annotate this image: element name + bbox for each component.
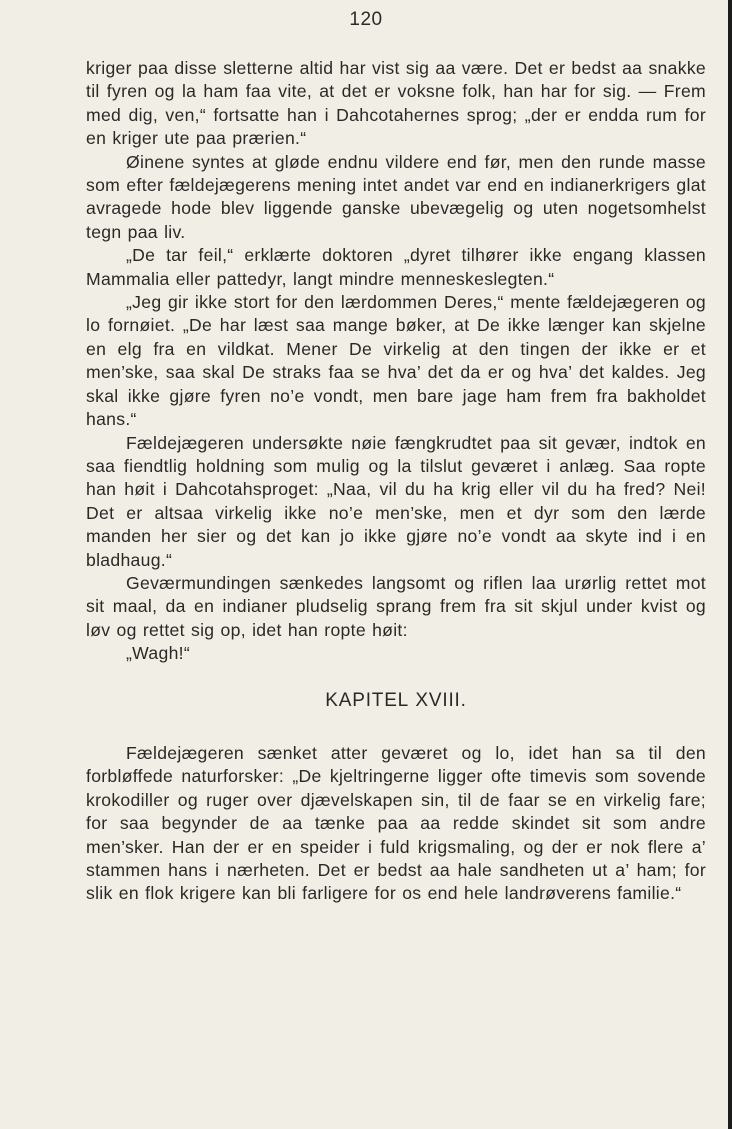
paragraph: „Jeg gir ikke stort for den lærdommen Deres,“ mente fældejægeren og lo fornøiet. „De har læst saa mange bøker, at De ikke længer kan skjelne en elg fra en vildkat. Mener De virkelig at den tingen der ikke er et men’ske, saa skal De straks faa se hva’ det da er og hva’ det kaldes. Jeg skal ikke gjøre fyren no’e vondt, men bare jage ham frem fra bakholdet hans.“: [86, 292, 706, 430]
page-number: 120: [349, 9, 383, 30]
paragraph-exclamation: „Wagh!“: [126, 643, 191, 664]
paragraph-continued: kriger paa disse sletterne altid har vist sig aa være. Det er bedst aa snakke til fyren og la ham faa vite, at det er voksne folk, han har for sig. — Frem med dig, ven,“ fortsatte han i Dahcotahernes sprog; „der er endda rum for en kriger ute paa prærien.“: [86, 58, 706, 149]
paragraph: Fældejægeren sænket atter geværet og lo, idet han sa til den forbløffede naturforsker: „De kjeltringerne ligger ofte timevis som sovende krokodiller og ruger over djævelskapen sin, til de faar se en virkelig fare; for saa begynder de aa tænke paa aa redde skindet sit som andre men’sker. Han der er en speider i fuld krigsmaling, og der er nok flere a’ stammen hans i nærheten. Det er bedst aa hale sandheten ut a’ ham; for slik en flok krigere kan bli farligere for os end hele landrøverens familie.“: [86, 742, 706, 904]
paragraph: Fældejægeren undersøkte nøie fængkrudtet paa sit gevær, indtok en saa fiendtlig holdning som mulig og la tilslut geværet i anlæg. Saa ropte han høit i Dahcotahsproget: „Naa, vil du ha krig eller vil du ha fred? Nei! Det er altsaa virkelig ikke no’e men’ske, men et dyr som den lærde manden her sier og det kan jo ikke gjøre no’e vondt aa skyte ind i en bladhaug.“: [86, 432, 706, 570]
chapter-heading: KAPITEL XVIII.: [325, 689, 467, 711]
scan-edge: [728, 0, 732, 1129]
page-body: [86, 57, 706, 906]
paragraph: Øinene syntes at gløde endnu vildere end før, men den runde masse som efter fældejægerens mening intet andet var end en indianerkrigers glat avragede hode blev liggende ganske ubevægelig og uten nogetsomhelst tegn paa liv.: [86, 151, 706, 242]
paragraph: Geværmundingen sænkedes langsomt og riflen laa urørlig rettet mot sit maal, da en indianer pludselig sprang frem fra sit skjul under kvist og løv og rettet sig op, idet han ropte høit:: [86, 572, 706, 640]
paragraph: „De tar feil,“ erklærte doktoren „dyret tilhører ikke engang klassen Mammalia eller pattedyr, langt mindre menneskeslegten.“: [86, 245, 706, 289]
